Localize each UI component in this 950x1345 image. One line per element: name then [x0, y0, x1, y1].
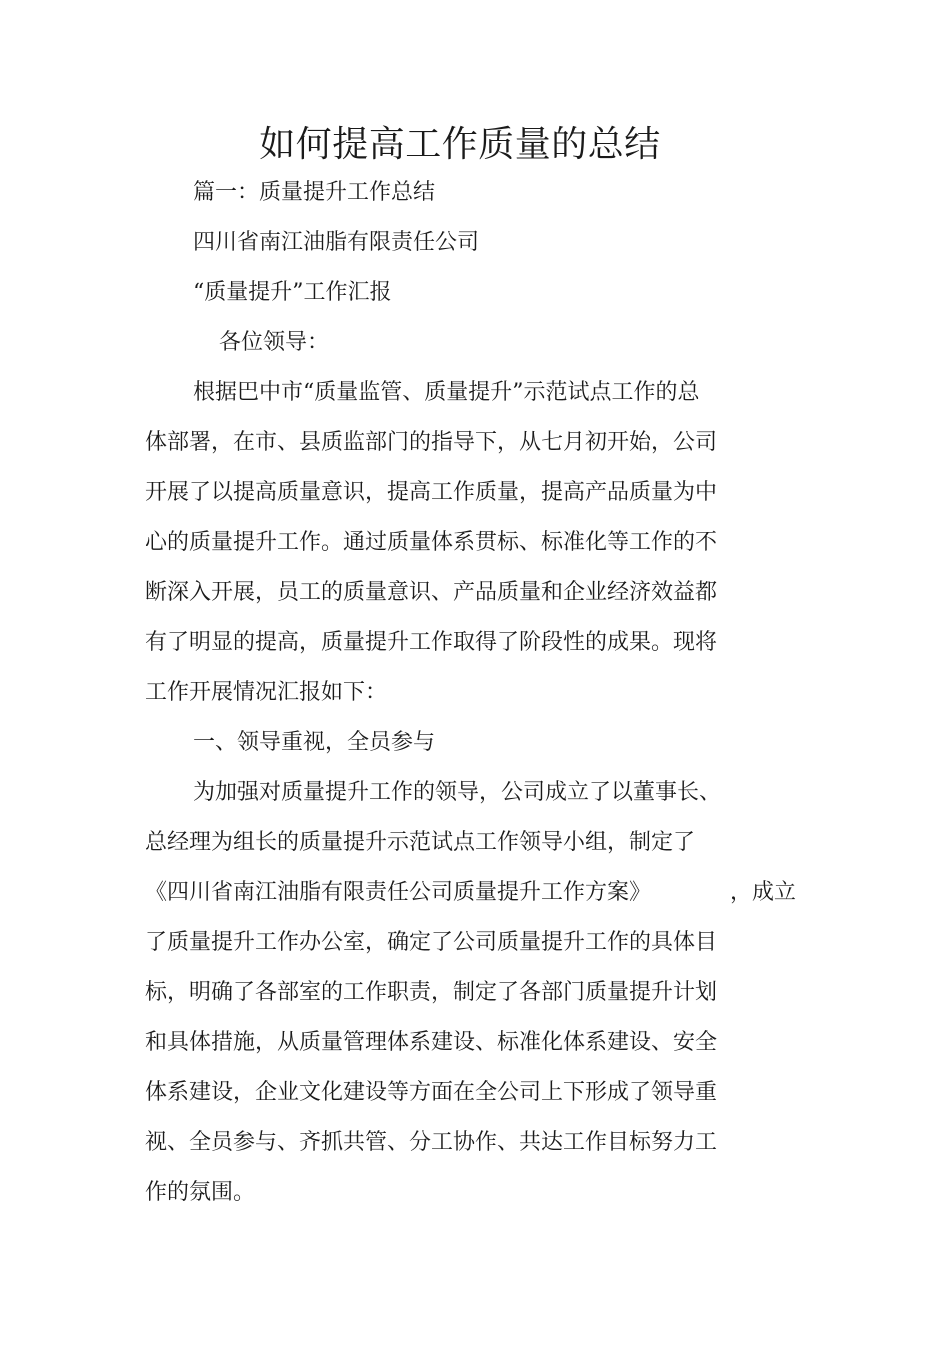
company-name: 四川省南江油脂有限责任公司	[193, 230, 480, 255]
paragraph-line: 开展了以提高质量意识，提高工作质量，提高产品质量为中	[145, 480, 718, 505]
paragraph-line: 总经理为组长的质量提升示范试点工作领导小组，制定了	[145, 830, 696, 855]
paragraph-line: 视、全员参与、齐抓共管、分工协作、共达工作目标努力工	[145, 1130, 718, 1155]
chapter-heading: 篇一：质量提升工作总结	[193, 180, 436, 205]
paragraph-line: 有了明显的提高，质量提升工作取得了阶段性的成果。现将	[145, 630, 718, 655]
section-1-heading: 一、领导重视，全员参与	[193, 730, 436, 755]
paragraph-line: 作的氛围。	[145, 1180, 256, 1205]
report-title: “质量提升”工作汇报	[193, 280, 392, 305]
paragraph-line: 断深入开展，员工的质量意识、产品质量和企业经济效益都	[145, 580, 718, 605]
paragraph-line: 和具体措施，从质量管理体系建设、标准化体系建设、安全	[145, 1030, 718, 1055]
paragraph-line: 心的质量提升工作。通过质量体系贯标、标准化等工作的不	[145, 530, 718, 555]
paragraph-line-tail: ，成立	[730, 880, 797, 905]
paragraph-line: 《四川省南江油脂有限责任公司质量提升工作方案》	[145, 880, 652, 905]
paragraph-line: 根据巴中市“质量监管、质量提升”示范试点工作的总	[193, 380, 700, 405]
paragraph-line: 为加强对质量提升工作的领导，公司成立了以董事长、	[193, 780, 722, 805]
document-title: 如何提高工作质量的总结	[259, 124, 661, 165]
paragraph-line: 工作开展情况汇报如下：	[145, 680, 388, 705]
salutation: 各位领导：	[219, 330, 330, 355]
paragraph-line: 标，明确了各部室的工作职责，制定了各部门质量提升计划	[145, 980, 718, 1005]
paragraph-line: 体系建设，企业文化建设等方面在全公司上下形成了领导重	[145, 1080, 718, 1105]
paragraph-line: 体部署，在市、县质监部门的指导下，从七月初开始，公司	[145, 430, 718, 455]
paragraph-line: 了质量提升工作办公室，确定了公司质量提升工作的具体目	[145, 930, 718, 955]
